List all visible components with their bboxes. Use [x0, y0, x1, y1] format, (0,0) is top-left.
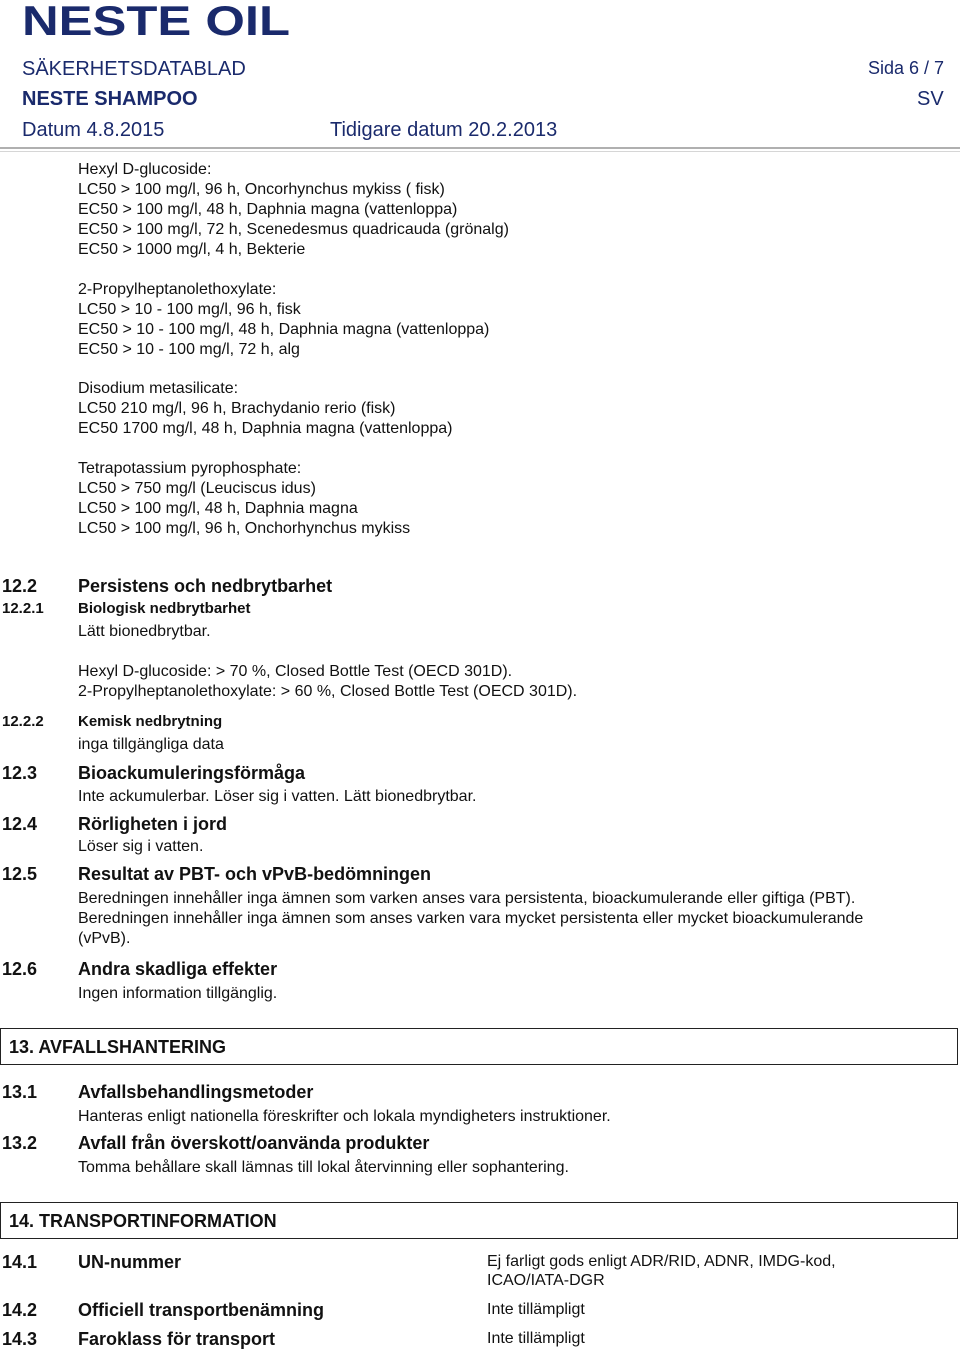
toxicity-heading: Disodium metasilicate: [78, 380, 239, 397]
biodegradability-detail: Hexyl D-glucoside: > 70 %, Closed Bottle Test (OECD 301D). [78, 663, 513, 680]
section-number-12-2: 12.2 [2, 576, 38, 596]
subsection-number-12-2-1: 12.2.1 [2, 600, 44, 617]
section-number-12-3: 12.3 [2, 763, 38, 783]
svg-text:NESTE OIL: NESTE OIL [22, 2, 290, 42]
subsection-number-12-2-2: 12.2.2 [2, 713, 44, 730]
section-14-header-box [0, 1202, 958, 1239]
section-number-12-6: 12.6 [2, 959, 38, 979]
soil-mobility-text: Löser sig i vatten. [78, 838, 204, 855]
toxicity-line: LC50 > 750 mg/l (Leuciscus idus) [78, 480, 316, 497]
chemical-degradation-text: inga tillgängliga data [78, 736, 224, 753]
section-number-13-2: 13.2 [2, 1133, 38, 1153]
pbt-assessment-line: (vPvB). [78, 930, 131, 947]
toxicity-line: LC50 > 10 - 100 mg/l, 96 h, fisk [78, 301, 301, 318]
toxicity-line: EC50 > 10 - 100 mg/l, 72 h, alg [78, 341, 300, 358]
section-13-header-box [0, 1028, 958, 1065]
bioaccumulation-text: Inte ackumulerbar. Löser sig i vatten. Lätt bionedbrytbar. [78, 788, 477, 805]
document-type: SÄKERHETSDATABLAD [22, 58, 246, 80]
previous-date: Tidigare datum 20.2.2013 [330, 119, 558, 141]
section-title-12-4: Rörligheten i jord [78, 814, 228, 834]
disposal-methods-text: Hanteras enligt nationella föreskrifter och lokala myndigheters instruktioner. [78, 1108, 611, 1125]
product-name: NESTE SHAMPOO [22, 88, 198, 110]
section-14-title: 14. TRANSPORTINFORMATION [9, 1211, 277, 1231]
section-title-14-3: Faroklass för transport [78, 1329, 276, 1349]
section-title-14-2: Officiell transportbenämning [78, 1300, 325, 1320]
un-number-value: Ej farligt gods enligt ADR/RID, ADNR, IMDG-kod, [487, 1253, 836, 1270]
neste-oil-logo [22, 2, 292, 42]
section-title-12-2: Persistens och nedbrytbarhet [78, 576, 333, 596]
section-number-12-5: 12.5 [2, 864, 38, 884]
section-title-12-3: Bioackumuleringsförmåga [78, 763, 306, 783]
toxicity-line: EC50 > 1000 mg/l, 4 h, Bekterie [78, 241, 306, 258]
page-number: Sida 6 / 7 [868, 58, 945, 78]
pbt-assessment-line: Beredningen innehåller inga ämnen som varken anses vara persistenta, bioackumulerande eller giftiga (PBT). [78, 890, 856, 907]
pbt-assessment-line: Beredningen innehåller inga ämnen som anses varken vara mycket persistenta eller mycket bioackumulerande [78, 910, 864, 927]
toxicity-line: LC50 210 mg/l, 96 h, Brachydanio rerio (fisk) [78, 400, 396, 417]
section-number-14-2: 14.2 [2, 1300, 38, 1320]
un-number-value-cont: ICAO/IATA-DGR [487, 1272, 605, 1289]
toxicity-line: LC50 > 100 mg/l, 48 h, Daphnia magna [78, 500, 358, 517]
section-number-13-1: 13.1 [2, 1082, 38, 1102]
toxicity-heading: Tetrapotassium pyrophosphate: [78, 460, 302, 477]
language-code: SV [917, 88, 944, 110]
toxicity-line: EC50 1700 mg/l, 48 h, Daphnia magna (vattenloppa) [78, 420, 453, 437]
toxicity-heading: Hexyl D-glucoside: [78, 161, 212, 178]
header-divider-secondary [0, 151, 960, 152]
hazard-class-value: Inte tillämpligt [487, 1330, 585, 1347]
header-divider [0, 147, 960, 149]
toxicity-hexyl-glucoside [78, 160, 509, 260]
biodegradability-text: Lätt bionedbrytbar. [78, 623, 211, 640]
toxicity-heading: 2-Propylheptanolethoxylate: [78, 281, 277, 298]
toxicity-line: EC50 > 100 mg/l, 72 h, Scenedesmus quadricauda (grönalg) [78, 221, 509, 238]
biodegradability-detail: 2-Propylheptanolethoxylate: > 60 %, Closed Bottle Test (OECD 301D). [78, 683, 578, 700]
other-effects-text: Ingen information tillgänglig. [78, 985, 278, 1002]
document-date: Datum 4.8.2015 [22, 119, 165, 141]
toxicity-line: LC50 > 100 mg/l, 96 h, Oncorhynchus mykiss ( fisk) [78, 181, 445, 198]
shipping-name-value: Inte tillämpligt [487, 1301, 585, 1318]
residual-waste-text: Tomma behållare skall lämnas till lokal återvinning eller sophantering. [78, 1159, 569, 1176]
section-title-14-1: UN-nummer [78, 1252, 182, 1272]
section-number-14-1: 14.1 [2, 1252, 38, 1272]
section-title-12-5: Resultat av PBT- och vPvB-bedömningen [78, 864, 432, 884]
subsection-title-12-2-2: Kemisk nedbrytning [78, 713, 223, 730]
section-title-13-1: Avfallsbehandlingsmetoder [78, 1082, 314, 1102]
section-title-12-6: Andra skadliga effekter [78, 959, 278, 979]
toxicity-propylheptanol [78, 280, 489, 360]
toxicity-line: EC50 > 100 mg/l, 48 h, Daphnia magna (vattenloppa) [78, 201, 458, 218]
toxicity-line: LC50 > 100 mg/l, 96 h, Onchorhynchus mykiss [78, 520, 411, 537]
section-number-12-4: 12.4 [2, 814, 38, 834]
subsection-title-12-2-1: Biologisk nedbrytbarhet [78, 600, 251, 617]
section-number-14-3: 14.3 [2, 1329, 38, 1349]
toxicity-tetrapotassium [78, 459, 410, 539]
section-title-13-2: Avfall från överskott/oanvända produkter [78, 1133, 430, 1153]
toxicity-line: EC50 > 10 - 100 mg/l, 48 h, Daphnia magna (vattenloppa) [78, 321, 490, 338]
section-13-title: 13. AVFALLSHANTERING [9, 1037, 227, 1057]
toxicity-disodium-metasilicate [78, 379, 452, 439]
